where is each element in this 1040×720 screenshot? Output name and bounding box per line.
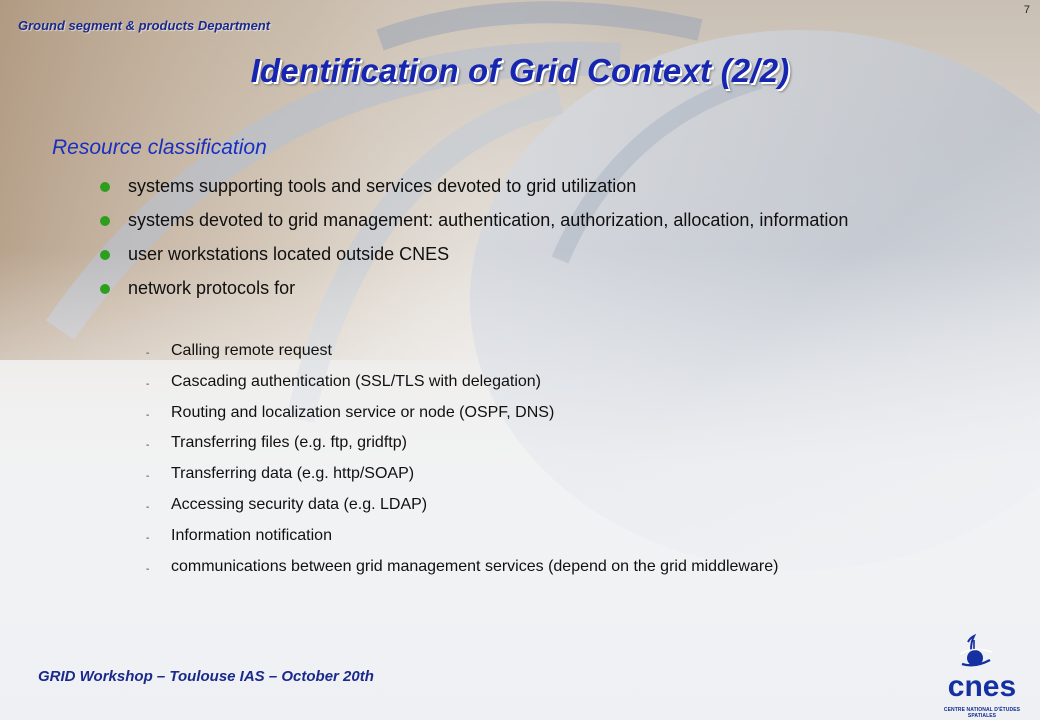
sub-bullet-list: [146, 341, 1006, 587]
dash-icon: -: [146, 409, 150, 421]
sub-bullet-text: Transferring files (e.g. ftp, gridftp): [171, 434, 407, 452]
sub-bullet-item: [146, 557, 1006, 577]
sub-bullet-text: Routing and localization service or node (OSPF, DNS): [171, 403, 555, 421]
bullet-dot-icon: [100, 216, 110, 226]
sub-bullet-text: Accessing security data (e.g. LDAP): [171, 495, 428, 513]
bullet-text: systems supporting tools and services devoted to grid utilization: [128, 176, 637, 196]
logo-caption: CENTRE NATIONAL D'ÉTUDES SPATIALES: [943, 707, 1021, 719]
sub-bullet-item: [146, 526, 1006, 546]
department-label: Ground segment & products Department: [18, 18, 271, 33]
sub-bullet-text: Cascading authentication (SSL/TLS with delegation): [171, 372, 541, 390]
bullet-dot-icon: [100, 250, 110, 260]
dash-icon: -: [146, 563, 150, 575]
section-heading: Resource classification: [52, 136, 267, 159]
dash-icon: -: [146, 471, 150, 483]
dash-icon: -: [146, 501, 150, 513]
bullet-text: network protocols for: [128, 278, 296, 298]
dash-icon: -: [146, 348, 150, 359]
bullet-text: systems devoted to grid management: authentication, authorization, allocation, information: [128, 210, 849, 230]
dash-icon: -: [146, 378, 150, 390]
slide-title: Identification of Grid Context (2/2): [250, 52, 790, 89]
sub-bullet-text: communications between grid management services (depend on the grid middleware): [171, 557, 779, 575]
sub-bullet-text: Transferring data (e.g. http/SOAP): [171, 465, 415, 483]
bullet-dot-icon: [100, 182, 110, 192]
cnes-logo: [934, 634, 1030, 719]
bullet-dot-icon: [100, 284, 110, 294]
bullet-list: [100, 174, 1000, 310]
sub-bullet-item: [146, 341, 1006, 361]
svg-text:cnes: cnes: [947, 670, 1017, 703]
bullet-item: [100, 242, 1000, 267]
sub-bullet-item: [146, 372, 1006, 392]
bullet-item: [100, 208, 1000, 233]
page-number: 7: [1023, 4, 1030, 16]
sub-bullet-text: Information notification: [171, 526, 332, 544]
sub-bullet-item: [146, 495, 1006, 515]
bullet-item: [100, 276, 1000, 301]
sub-bullet-text: Calling remote request: [171, 342, 332, 359]
bullet-item: [100, 174, 1000, 199]
sub-bullet-item: [146, 433, 1006, 453]
footer-event: GRID Workshop – Toulouse IAS – October 20th: [38, 668, 374, 685]
dash-icon: -: [146, 440, 150, 452]
cnes-logo-icon: [934, 634, 1030, 706]
bullet-text: user workstations located outside CNES: [128, 244, 450, 264]
dash-icon: -: [146, 532, 150, 544]
sub-bullet-item: [146, 464, 1006, 484]
sub-bullet-item: [146, 403, 1006, 423]
